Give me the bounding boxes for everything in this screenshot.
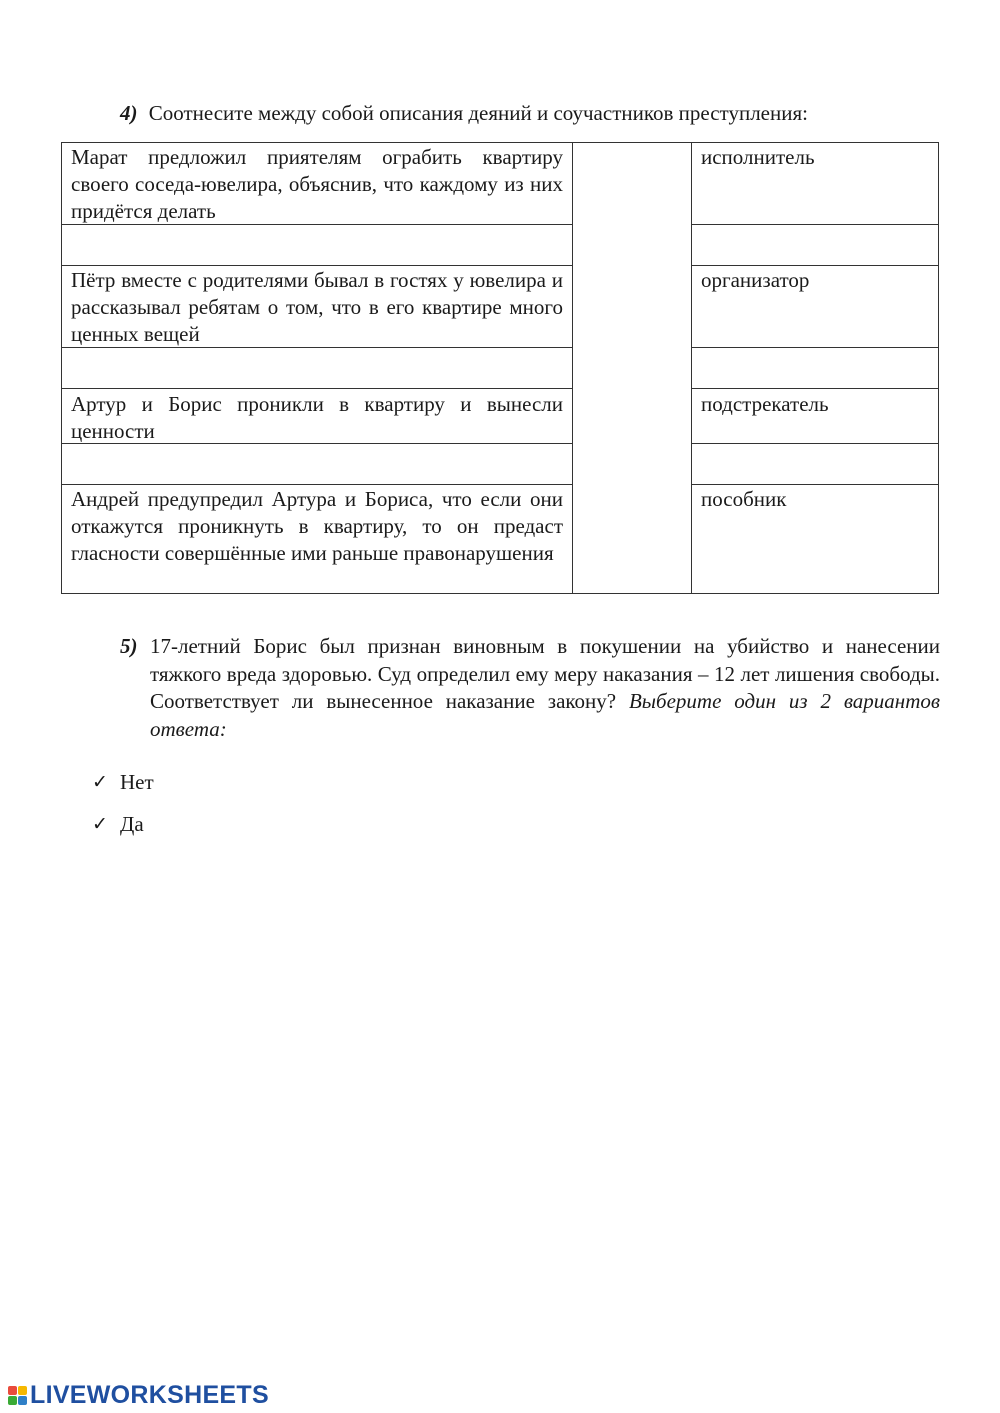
act-drop-slot-1[interactable]	[61, 224, 573, 266]
checkmark-icon: ✓	[92, 772, 108, 793]
role-text: организатор	[701, 268, 810, 292]
logo-square	[8, 1396, 17, 1405]
question-body: 17-летний Борис был признан виновным в покушении на убийство и нанесении тяжкого вреда здоровью. Суд определил ему меру наказания – 12 лет лишения свободы. Соответствует ли вынесенное наказание закону?	[150, 634, 940, 713]
logo-square	[18, 1396, 27, 1405]
middle-blank-column	[572, 142, 692, 594]
act-text: Андрей предупредил Артура и Бориса, что если они откажутся проникнуть в квартиру, то он предаст гласности совершённые ими раньше правонарушения	[71, 487, 563, 565]
option-label: Нет	[120, 770, 154, 794]
checkmark-icon: ✓	[92, 814, 108, 835]
question-text	[150, 633, 940, 743]
act-drop-slot-3[interactable]	[61, 443, 573, 485]
act-cell-3	[61, 388, 573, 444]
role-text: пособник	[701, 487, 787, 511]
question-number: 5)	[120, 634, 138, 658]
question-5	[120, 633, 940, 743]
option-net[interactable]	[92, 770, 154, 795]
role-cell-1[interactable]	[691, 142, 939, 225]
act-text: Артур и Борис проникли в квартиру и вынесли ценности	[71, 392, 563, 443]
question-hint: Выберите один из 2 вариантов ответа:	[150, 689, 941, 741]
role-cell-3[interactable]	[691, 388, 939, 444]
role-text: исполнитель	[701, 145, 815, 169]
option-label: Да	[120, 812, 144, 836]
option-da[interactable]	[92, 812, 144, 837]
brand-name: LIVEWORKSHEETS	[30, 1381, 269, 1409]
logo-square	[18, 1386, 27, 1395]
act-cell-4	[61, 484, 573, 594]
logo-squares-icon	[8, 1386, 27, 1405]
question-text: Соотнесите между собой описания деяний и соучастников преступления:	[148, 101, 808, 125]
role-cell-4[interactable]	[691, 484, 939, 594]
act-text: Марат предложил приятелям ограбить квартиру своего соседа-ювелира, объяснив, что каждому из них придётся делать	[71, 145, 563, 223]
liveworksheets-logo	[8, 1381, 269, 1410]
role-cell-2[interactable]	[691, 265, 939, 348]
act-cell-1	[61, 142, 573, 225]
act-drop-slot-2[interactable]	[61, 347, 573, 389]
role-drop-slot-2[interactable]	[691, 347, 939, 389]
role-text: подстрекатель	[701, 392, 829, 416]
role-drop-slot-1[interactable]	[691, 224, 939, 266]
question-number: 4)	[120, 101, 138, 125]
role-drop-slot-3[interactable]	[691, 443, 939, 485]
act-cell-2	[61, 265, 573, 348]
act-text: Пётр вместе с родителями бывал в гостях у ювелира и рассказывал ребятам о том, что в его квартире много ценных вещей	[71, 268, 563, 346]
question-4-prompt	[120, 101, 808, 126]
logo-square	[8, 1386, 17, 1395]
